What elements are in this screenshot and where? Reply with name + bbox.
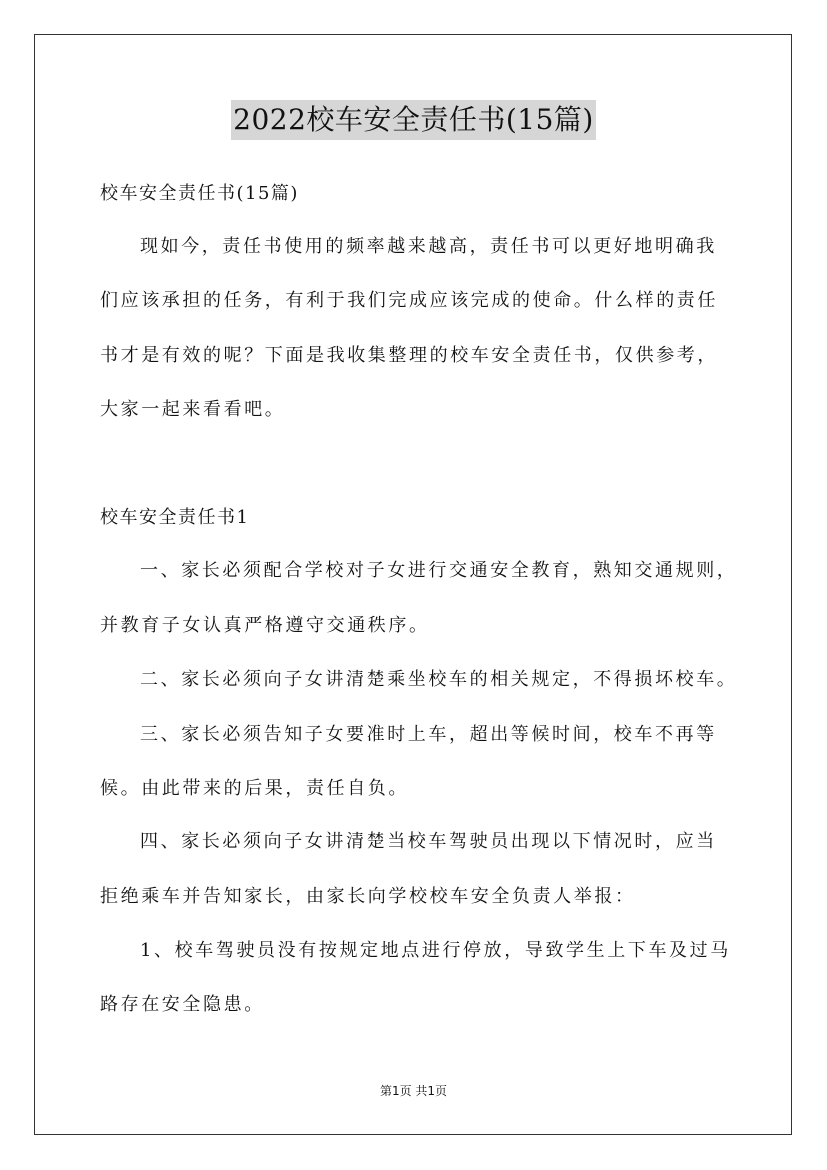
body-line: 三、家长必须告知子女要准时上车，超出等候时间，校车不再等 bbox=[140, 724, 717, 745]
intro-line: 们应该承担的任务，有利于我们完成应该完成的使命。什么样的责任 bbox=[100, 290, 718, 311]
body-line: 1、校车驾驶员没有按规定地点进行停放，导致学生上下车及过马 bbox=[140, 940, 731, 961]
title-container bbox=[0, 100, 827, 140]
body-line: 并教育子女认真严格遵守交通秩序。 bbox=[100, 615, 430, 636]
document-subtitle: 校车安全责任书(15篇) bbox=[100, 183, 299, 204]
body-line: 一、家长必须配合学校对子女进行交通安全教育，熟知交通规则， bbox=[140, 560, 738, 581]
intro-line: 现如今，责任书使用的频率越来越高，责任书可以更好地明确我 bbox=[140, 236, 717, 257]
body-line: 候。由此带来的后果，责任自负。 bbox=[100, 778, 409, 799]
intro-line: 大家一起来看看吧。 bbox=[100, 399, 286, 420]
body-line: 路存在安全隐患。 bbox=[100, 994, 265, 1015]
body-line: 二、家长必须向子女讲清楚乘坐校车的相关规定，不得损坏校车。 bbox=[140, 669, 738, 690]
document-title: 2022校车安全责任书(15篇) bbox=[231, 100, 596, 140]
body-line: 四、家长必须向子女讲清楚当校车驾驶员出现以下情况时，应当 bbox=[140, 831, 717, 852]
section-heading: 校车安全责任书1 bbox=[100, 507, 250, 528]
body-line: 拒绝乘车并告知家长，由家长向学校校车安全负责人举报： bbox=[100, 886, 636, 907]
page-footer: 第1页 共1页 bbox=[379, 1084, 448, 1098]
intro-line: 书才是有效的呢？下面是我收集整理的校车安全责任书，仅供参考， bbox=[100, 345, 718, 366]
